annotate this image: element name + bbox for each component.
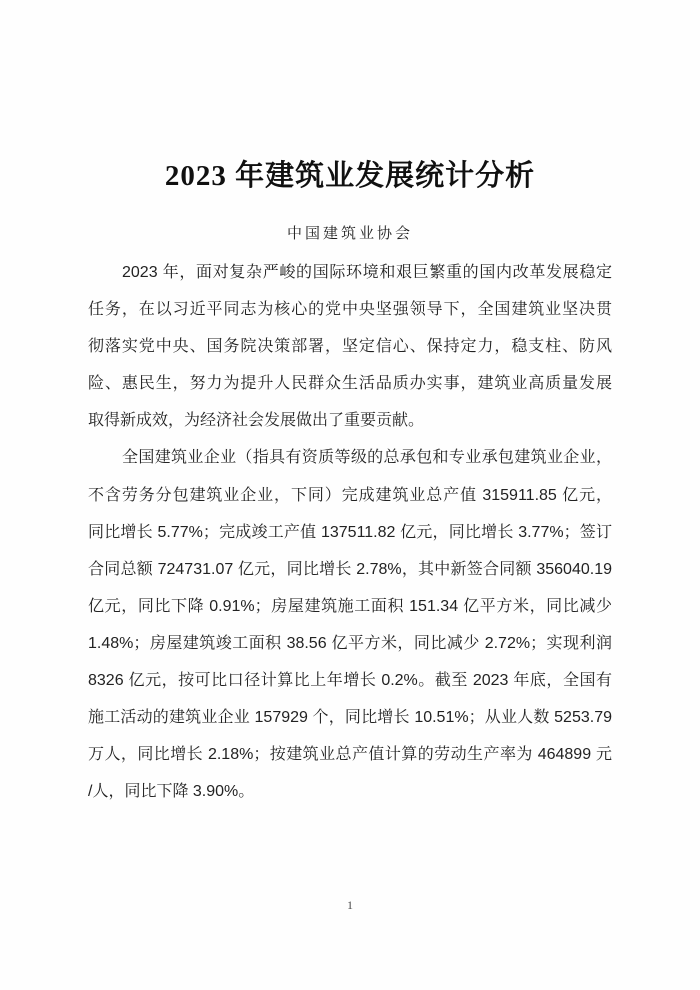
body-text-line: 取得新成效，为经济社会发展做出了重要贡献。 — [88, 412, 425, 430]
body-text-line: 全国建筑业企业（指具有资质等级的总承包和专业承包建筑业企业， — [122, 449, 612, 467]
document-title: 2023 年建筑业发展统计分析 — [164, 160, 536, 192]
body-text-line: 万人，同比增长 2.18%；按建筑业总产值计算的劳动生产率为 464899 元 — [88, 746, 612, 764]
body-text-line: 合同总额 724731.07 亿元，同比增长 2.78%，其中新签合同额 356040.19 — [88, 560, 612, 578]
body-text-line: 险、惠民生，努力为提升人民群众生活品质办实事，建筑业高质量发展 — [88, 375, 612, 393]
body-text-line: 施工活动的建筑业企业 157929 个，同比增长 10.51%；从业人数 5253.79 — [88, 709, 612, 727]
page-number: 1 — [347, 898, 353, 912]
body-text-line: 任务，在以习近平同志为核心的党中央坚强领导下，全国建筑业坚决贯 — [88, 301, 612, 319]
body-text-line: 不含劳务分包建筑业企业，下同）完成建筑业总产值 315911.85 亿元， — [88, 486, 612, 504]
body-text-line: 2023 年，面对复杂严峻的国际环境和艰巨繁重的国内改革发展稳定 — [122, 264, 612, 281]
body-text-line: 8326 亿元，按可比口径计算比上年增长 0.2%。截至 2023 年底，全国有 — [88, 672, 612, 690]
body-text-line: 同比增长 5.77%；完成竣工产值 137511.82 亿元，同比增长 3.77%；签订 — [88, 523, 612, 541]
document-author: 中国建筑业协会 — [286, 226, 413, 242]
body-text-line: 亿元，同比下降 0.91%；房屋建筑施工面积 151.34 亿平方米，同比减少 — [88, 597, 612, 615]
body-text-line: /人，同比下降 3.90%。 — [88, 783, 255, 801]
document-body — [88, 254, 612, 810]
body-text-line: 彻落实党中央、国务院决策部署，坚定信心、保持定力，稳支柱、防风 — [88, 338, 612, 356]
body-text-line: 1.48%；房屋建筑竣工面积 38.56 亿平方米，同比减少 2.72%；实现利润 — [88, 634, 612, 652]
